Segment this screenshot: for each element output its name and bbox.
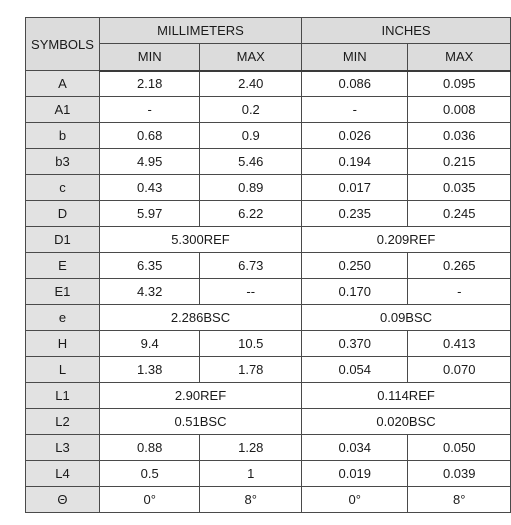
mm-min-cell: 2.18 xyxy=(99,71,200,97)
symbol-cell: D xyxy=(26,201,100,227)
mm-max-cell: 1.28 xyxy=(200,435,302,461)
symbol-cell: L2 xyxy=(26,409,100,435)
mm-min-cell: - xyxy=(99,97,200,123)
in-min-cell: 0.370 xyxy=(302,331,408,357)
in-max-cell: 0.095 xyxy=(408,71,511,97)
table-row xyxy=(26,123,511,149)
in-min-cell: 0.034 xyxy=(302,435,408,461)
in-span-cell: 0.09BSC xyxy=(302,305,511,331)
in-max-header: MAX xyxy=(408,44,511,71)
table-row xyxy=(26,357,511,383)
in-min-cell: 0.235 xyxy=(302,201,408,227)
table-row xyxy=(26,227,511,253)
millimeters-header: MILLIMETERS xyxy=(99,18,301,44)
table-row xyxy=(26,331,511,357)
mm-max-cell: 1.78 xyxy=(200,357,302,383)
mm-max-header: MAX xyxy=(200,44,302,71)
table-row xyxy=(26,201,511,227)
in-span-cell: 0.020BSC xyxy=(302,409,511,435)
table-row xyxy=(26,487,511,513)
in-min-cell: - xyxy=(302,97,408,123)
in-min-cell: 0.170 xyxy=(302,279,408,305)
table-row xyxy=(26,409,511,435)
mm-min-header: MIN xyxy=(99,44,200,71)
mm-min-cell: 6.35 xyxy=(99,253,200,279)
symbol-cell: b xyxy=(26,123,100,149)
in-span-cell: 0.114REF xyxy=(302,383,511,409)
symbol-cell: L3 xyxy=(26,435,100,461)
dimensions-table-container xyxy=(25,17,511,513)
mm-max-cell: 6.22 xyxy=(200,201,302,227)
table-body xyxy=(26,71,511,513)
table-row xyxy=(26,253,511,279)
symbol-cell: A xyxy=(26,71,100,97)
mm-min-cell: 4.32 xyxy=(99,279,200,305)
mm-max-cell: -- xyxy=(200,279,302,305)
in-min-cell: 0° xyxy=(302,487,408,513)
symbol-cell: L4 xyxy=(26,461,100,487)
in-min-cell: 0.086 xyxy=(302,71,408,97)
in-max-cell: 0.008 xyxy=(408,97,511,123)
in-max-cell: 0.245 xyxy=(408,201,511,227)
table-row xyxy=(26,279,511,305)
in-min-cell: 0.026 xyxy=(302,123,408,149)
mm-span-cell: 5.300REF xyxy=(99,227,301,253)
symbol-cell: e xyxy=(26,305,100,331)
mm-span-cell: 0.51BSC xyxy=(99,409,301,435)
in-max-cell: 8° xyxy=(408,487,511,513)
mm-span-cell: 2.90REF xyxy=(99,383,301,409)
symbol-cell: D1 xyxy=(26,227,100,253)
in-min-cell: 0.019 xyxy=(302,461,408,487)
in-min-cell: 0.250 xyxy=(302,253,408,279)
in-span-cell: 0.209REF xyxy=(302,227,511,253)
mm-min-cell: 4.95 xyxy=(99,149,200,175)
inches-header: INCHES xyxy=(302,18,511,44)
mm-max-cell: 0.2 xyxy=(200,97,302,123)
table-row xyxy=(26,149,511,175)
symbol-cell: L1 xyxy=(26,383,100,409)
mm-min-cell: 0.88 xyxy=(99,435,200,461)
symbol-cell: Θ xyxy=(26,487,100,513)
in-min-cell: 0.194 xyxy=(302,149,408,175)
symbol-cell: b3 xyxy=(26,149,100,175)
table-row xyxy=(26,435,511,461)
mm-max-cell: 5.46 xyxy=(200,149,302,175)
mm-max-cell: 6.73 xyxy=(200,253,302,279)
mm-min-cell: 5.97 xyxy=(99,201,200,227)
table-row xyxy=(26,461,511,487)
table-row xyxy=(26,175,511,201)
in-max-cell: 0.265 xyxy=(408,253,511,279)
symbol-cell: c xyxy=(26,175,100,201)
mm-min-cell: 0.43 xyxy=(99,175,200,201)
in-max-cell: 0.215 xyxy=(408,149,511,175)
in-min-header: MIN xyxy=(302,44,408,71)
mm-max-cell: 0.9 xyxy=(200,123,302,149)
mm-max-cell: 2.40 xyxy=(200,71,302,97)
mm-min-cell: 0.68 xyxy=(99,123,200,149)
in-max-cell: 0.036 xyxy=(408,123,511,149)
mm-max-cell: 10.5 xyxy=(200,331,302,357)
mm-max-cell: 8° xyxy=(200,487,302,513)
symbol-cell: E1 xyxy=(26,279,100,305)
symbols-header: SYMBOLS xyxy=(26,18,100,71)
in-max-cell: 0.039 xyxy=(408,461,511,487)
mm-max-cell: 1 xyxy=(200,461,302,487)
in-min-cell: 0.017 xyxy=(302,175,408,201)
mm-max-cell: 0.89 xyxy=(200,175,302,201)
mm-min-cell: 1.38 xyxy=(99,357,200,383)
table-row xyxy=(26,305,511,331)
package-dimensions-table xyxy=(25,17,511,513)
mm-min-cell: 0° xyxy=(99,487,200,513)
mm-min-cell: 0.5 xyxy=(99,461,200,487)
mm-min-cell: 9.4 xyxy=(99,331,200,357)
table-row xyxy=(26,97,511,123)
symbol-cell: H xyxy=(26,331,100,357)
in-min-cell: 0.054 xyxy=(302,357,408,383)
in-max-cell: 0.035 xyxy=(408,175,511,201)
symbol-cell: E xyxy=(26,253,100,279)
symbol-cell: L xyxy=(26,357,100,383)
table-row xyxy=(26,383,511,409)
mm-span-cell: 2.286BSC xyxy=(99,305,301,331)
in-max-cell: 0.050 xyxy=(408,435,511,461)
in-max-cell: 0.070 xyxy=(408,357,511,383)
symbol-cell: A1 xyxy=(26,97,100,123)
in-max-cell: - xyxy=(408,279,511,305)
in-max-cell: 0.413 xyxy=(408,331,511,357)
table-row xyxy=(26,71,511,97)
